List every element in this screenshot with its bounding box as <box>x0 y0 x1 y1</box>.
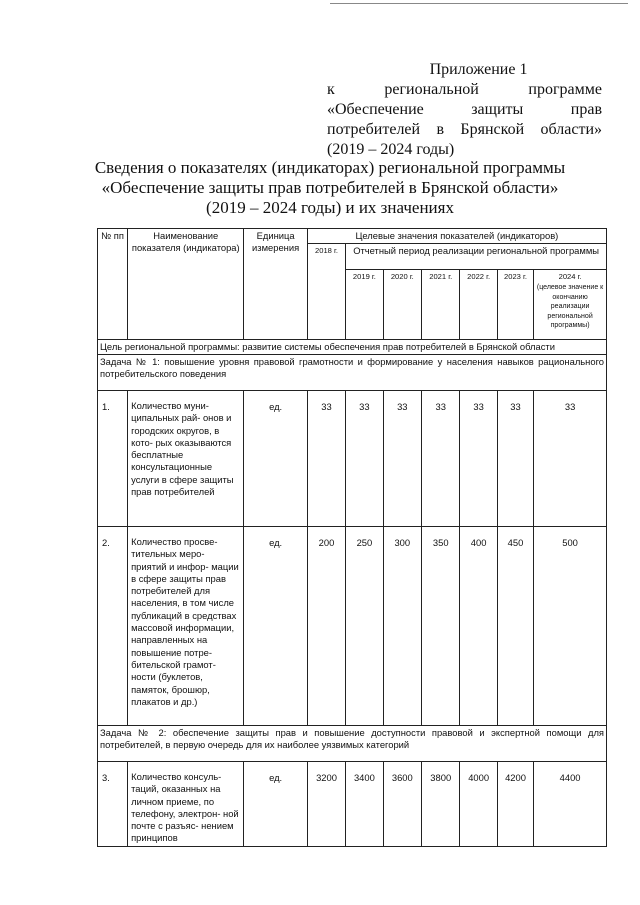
header-year-2024 <box>534 270 607 340</box>
value-2020: 3600 <box>383 762 421 847</box>
value-2018: 200 <box>307 527 345 726</box>
year-2024-note: (целевое значение к окончанию реализации региональной программы) <box>536 284 604 329</box>
header-unit: Единица измерения <box>244 229 307 340</box>
indicators-table <box>97 228 607 847</box>
value-2023: 450 <box>497 527 533 726</box>
top-rule <box>330 3 628 4</box>
year-2024-label: 2024 г. <box>558 272 582 281</box>
header-name: Наименование показателя (индикатора) <box>128 229 244 340</box>
header-targets: Целевые значения показателей (индикаторов) <box>307 229 606 244</box>
value-2021: 33 <box>422 391 460 527</box>
row-indicator-name: Количество муни- ципальных рай- онов и городских округов, в кото- рых оказываются бесплатные консультационные услуги в сфере защиты прав потребителей <box>128 391 244 527</box>
header-no: № пп <box>98 229 128 340</box>
value-2024: 33 <box>534 391 607 527</box>
row-number: 2. <box>98 527 128 726</box>
table-row <box>98 391 607 527</box>
value-2018: 33 <box>307 391 345 527</box>
appendix-block <box>327 60 602 160</box>
row-unit: ед. <box>244 391 307 527</box>
header-year-2020: 2020 г. <box>383 270 421 340</box>
table-row <box>98 762 607 847</box>
value-2024: 4400 <box>534 762 607 847</box>
value-2021: 350 <box>422 527 460 726</box>
header-year-2019: 2019 г. <box>346 270 383 340</box>
value-2024: 500 <box>534 527 607 726</box>
row-indicator-name: Количество консуль- таций, оказанных на личном приеме, по телефону, электрон- ной почте с разъяс- нением принципов <box>128 762 244 847</box>
row-indicator-name: Количество просве- тительных меро- приятий и инфор- мации в сфере защиты прав потребителей для населения, в том числе публикаций в средствах массовой информации, направленных на повышение потре- бительской грамот- ности (буклетов, памяток, брошюр, плакатов и др.) <box>128 527 244 726</box>
value-2023: 33 <box>497 391 533 527</box>
value-2022: 400 <box>460 527 497 726</box>
document-title: Сведения о показателях (индикаторах) региональной программы «Обеспечение защиты прав потребителей в Брянской области» (2019 – 2024 годы) и их значениях <box>94 158 566 217</box>
header-period: Отчетный период реализации региональной программы <box>346 244 607 270</box>
row-number: 3. <box>98 762 128 847</box>
value-2018: 3200 <box>307 762 345 847</box>
header-year-2021: 2021 г. <box>422 270 460 340</box>
value-2019: 250 <box>346 527 383 726</box>
table-row <box>98 527 607 726</box>
appendix-title: Приложение 1 <box>429 61 528 78</box>
appendix-body: к региональной программе «Обеспечение защиты прав потребителей в Брянской области» (2019 – 2024 годы) <box>327 81 602 158</box>
row-unit: ед. <box>244 527 307 726</box>
header-year-2023: 2023 г. <box>497 270 533 340</box>
value-2023: 4200 <box>497 762 533 847</box>
value-2019: 33 <box>346 391 383 527</box>
header-year-2022: 2022 г. <box>460 270 497 340</box>
header-year-2018: 2018 г. <box>307 244 345 340</box>
task-2-row: Задача № 2: обеспечение защиты прав и повышение доступности правовой и экспертной помощи для потребителей, в первую очередь для их наиболее уязвимых категорий <box>98 726 607 762</box>
row-number: 1. <box>98 391 128 527</box>
goal-row: Цель региональной программы: развитие системы обеспечения прав потребителей в Брянской области <box>98 340 607 355</box>
task-1-row: Задача № 1: повышение уровня правовой грамотности и формирование у населения навыков рационального потребительского поведения <box>98 355 607 391</box>
row-unit: ед. <box>244 762 307 847</box>
value-2020: 33 <box>383 391 421 527</box>
value-2022: 33 <box>460 391 497 527</box>
value-2021: 3800 <box>422 762 460 847</box>
value-2022: 4000 <box>460 762 497 847</box>
value-2019: 3400 <box>346 762 383 847</box>
value-2020: 300 <box>383 527 421 726</box>
